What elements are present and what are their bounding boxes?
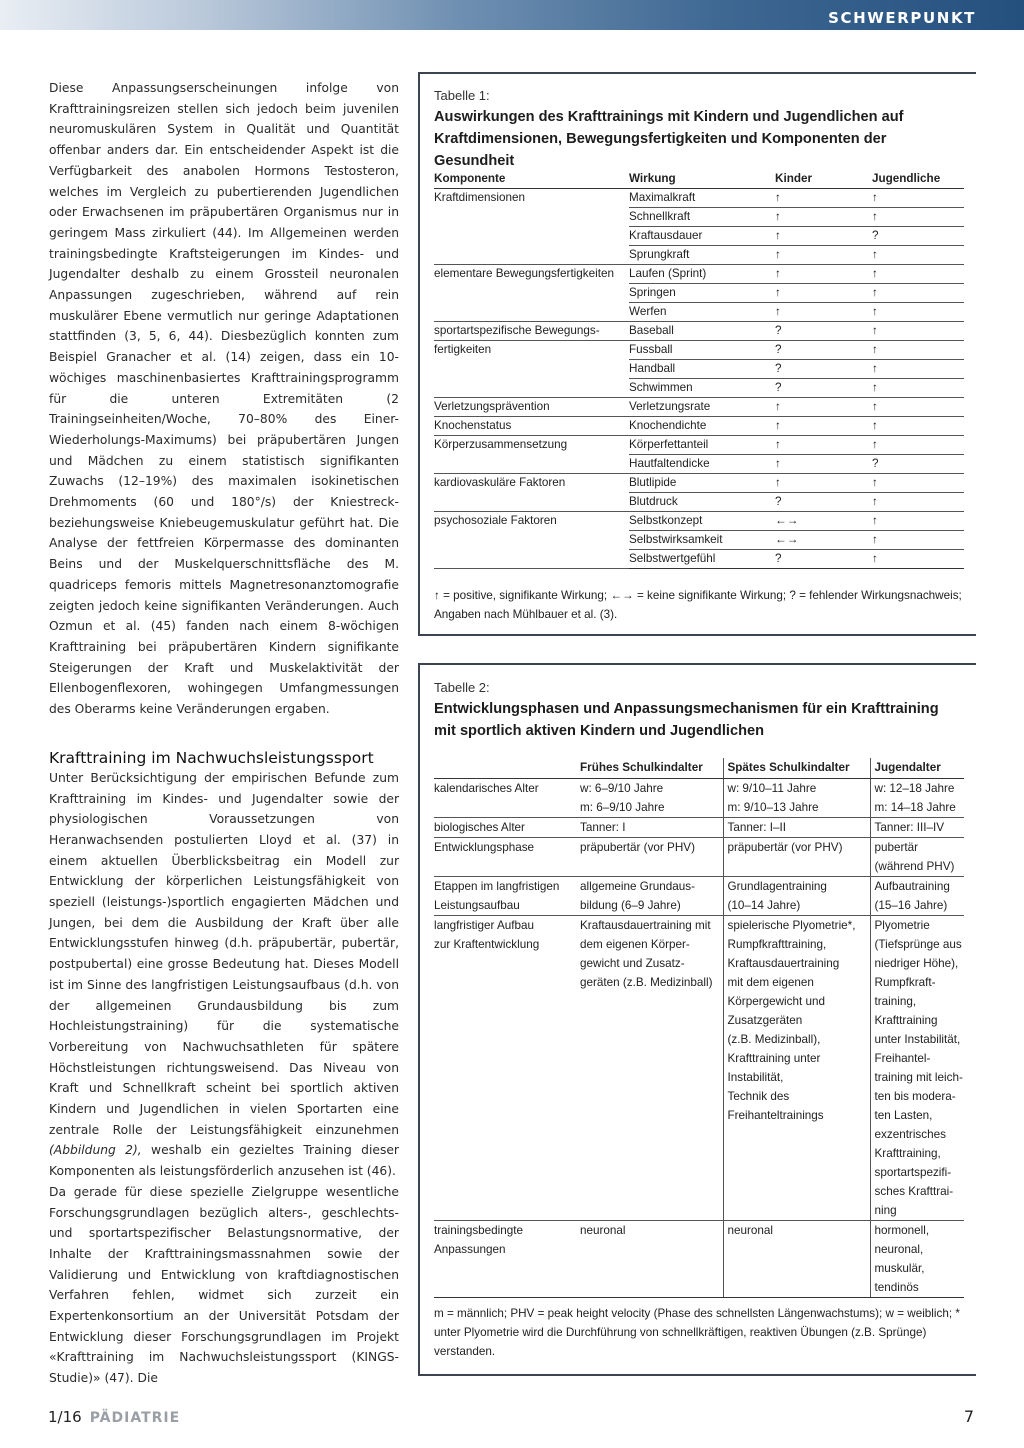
- table-cell: ↑: [872, 379, 964, 398]
- table-cell: ?: [775, 360, 872, 379]
- table-cell: ↑: [872, 493, 964, 512]
- table-row: [434, 550, 964, 569]
- phases-table: [434, 758, 964, 1298]
- cell-line: Leistungsaufbau: [434, 898, 520, 912]
- column-header: Frühes Schulkindalter: [576, 758, 723, 778]
- table-cell: Werfen: [629, 303, 775, 322]
- cell-line: Entwicklungsphase: [434, 840, 535, 854]
- table-cell: ↑: [775, 246, 872, 265]
- table-cell: ?: [775, 550, 872, 569]
- table-row: [434, 436, 964, 455]
- table-cell: [434, 531, 629, 550]
- cell-line: training mit leich-: [874, 1070, 963, 1084]
- table-row: [434, 417, 964, 436]
- table-cell: [434, 1220, 576, 1297]
- table-cell: [434, 303, 629, 322]
- table-cell: ?: [775, 379, 872, 398]
- paragraph: Diese Anpassungserscheinungen infolge von Krafttrainingsreizen stellen sich jedoch beim juvenilen neuromuskulären System in Qualität und Quantität offenbar anders dar. Ein entscheidender Aspekt ist die Verfügbarkeit des anabolen Hormons Testosteron, welches im Vergleich zu pubertierenden Jugendlichen oder Erwachsenen im präpubertären Organismus nur in geringem Mass zirkuliert (44). Im Allgemeinen werden trainingsbedingte Kraftsteigerungen im Kindes- und Jugendalter deshalb zu einem Grossteil neuronalen Anpassungen zugeschrieben, während auf rein muskulärer Ebene vermutlich nur geringe Adaptationen stattfinden (3, 5, 6, 44). Diesbezüglich konnten zum Beispiel Granacher et al. (14) zeigen, dass ein 10-wöchiges maschinenbasiertes Krafttrainingsprogramm für die unteren Extremitäten (2 Trainingseinheiten/Woche, 70–80% des Einer-Wiederholungs-Maximums) bei präpubertären Jungen und Mädchen zu einem statistisch signifikanten Zuwachs (12–19%) des maximalen isokinetischen Drehmoments (60 und 180°/s) der Kniestreck- beziehungsweise Kniebeugemuskulatur geführt hat. Die Analyse der fettfreien Körpermasse des dominanten Beins und der Muskelquerschnittsfläche des M. quadriceps femoris mittels Magnetresonanztomografie zeigten jedoch keine signifikanten Veränderungen. Auch Ozmun et al. (45) fanden nach einem 8-wöchigen Krafttraining bei präpubertären Kindern signifikante Steigerungen der Kraft und Muskelaktivität der Ellenbogenflexoren, wohingegen Umfangmessungen des Oberarms keine Veränderungen ergaben.: [49, 81, 399, 717]
- cell-line: Krafttraining,: [874, 1146, 941, 1160]
- cell-line: w: 9/10–11 Jahre: [727, 781, 817, 795]
- table-row: [434, 341, 964, 360]
- table-cell: ↑: [872, 208, 964, 227]
- table-row: [434, 837, 964, 876]
- table-row: [434, 915, 964, 1220]
- table-row: [434, 512, 964, 531]
- table-cell: ↑: [775, 303, 872, 322]
- table-cell: ↑: [872, 341, 964, 360]
- table-cell: [434, 379, 629, 398]
- table-row: [434, 189, 964, 208]
- table-row: [434, 227, 964, 246]
- table-cell: [434, 778, 576, 817]
- table-cell: [723, 1220, 870, 1297]
- cell-line: hormonell,: [874, 1223, 930, 1237]
- table-cell: ↑: [872, 246, 964, 265]
- table-cell: fertigkeiten: [434, 343, 492, 356]
- table-cell: Maximalkraft: [629, 189, 775, 208]
- table-cell: Selbstkonzept: [629, 512, 775, 531]
- table-cell: [576, 915, 723, 1220]
- table-cell: [723, 915, 870, 1220]
- cell-line: neuronal: [727, 1223, 773, 1237]
- footer-issue: 1/16 PÄDIATRIE: [48, 1408, 181, 1426]
- cell-line: Anpassungen: [434, 1242, 506, 1256]
- cell-line: (z.B. Medizinball),: [727, 1032, 821, 1046]
- table-cell: [434, 246, 629, 265]
- cell-line: m: 9/10–13 Jahre: [727, 800, 819, 814]
- header-band: [0, 0, 1024, 30]
- cell-line: ten Lasten,: [874, 1108, 933, 1122]
- table-cell: ?: [775, 493, 872, 512]
- cell-line: ten bis modera-: [874, 1089, 956, 1103]
- table-cell: ↑: [872, 531, 964, 550]
- table-cell: Körperzusammensetzung: [434, 438, 568, 451]
- cell-line: Krafttraining unter: [727, 1051, 821, 1065]
- table-cell: [723, 817, 870, 837]
- table-cell: [434, 493, 629, 512]
- cell-line: (15–16 Jahre): [874, 898, 948, 912]
- table-title: Entwicklungsphasen und Anpassungsmechanismen für ein Krafttraining mit sportlich aktiven Kindern und Jugendlichen: [434, 701, 939, 739]
- table-legend: ↑ = positive, signifikante Wirkung; ←→ = keine signifikante Wirkung; ? = fehlender Wirkungsnachweis; Angaben nach Mühlbauer et al. (3).: [434, 589, 962, 621]
- table-cell: Blutdruck: [629, 493, 775, 512]
- paragraph: Unter Berücksichtigung der empirischen Befunde zum Krafttraining im Kindes- und Jugendalter sowie der physiologischen Voraussetzungen von Heranwachsenden postulierten Lloyd et al. (37) in einem aktuellen Überblicksbeitrag ein Modell zur Entwicklung der körperlichen Leistungsfähigkeit von speziell (leistungs-)sportlich engagierten Mädchen und Jungen, bei dem die Ausbildung der Kraft über alle Entwicklungsstufen hinweg (d.h. präpubertär, pubertär, postpubertal) eine grosse Bedeutung hat. Dieses Modell ist im Sinne des langfristigen Leistungsaufbaus (d.h. von der allgemeinen Grundausbildung bis zum Hochleistungstraining) für die systematische Vorbereitung von Nachwuchsathleten für spätere Höchstleistungen richtungsweisend. Das Niveau von Kraft und Schnellkraft scheint bei sportlich aktiven Kindern und Jugendlichen in vielen Sportarten eine zentrale Rolle der Leistungsfähigkeit einzunehmen (Abbildung 2), weshalb ein gezieltes Training dieser Komponenten als leistungsförderlich anzusehen ist (46).: [49, 770, 399, 1179]
- cell-line: zur Kraftentwicklung: [434, 937, 540, 951]
- column-header: Wirkung: [629, 169, 775, 189]
- table-cell: ←→: [775, 512, 872, 531]
- cell-line: Zusatzgeräten: [727, 1013, 803, 1027]
- table-2-box: [418, 663, 976, 1376]
- cell-line: präpubertär (vor PHV): [727, 840, 843, 854]
- cell-line: unter Instabilität,: [874, 1032, 961, 1046]
- table-cell: ↑: [872, 322, 964, 341]
- table-cell: elementare Bewegungsfertigkeiten: [434, 267, 614, 280]
- table-cell: ↑: [775, 474, 872, 493]
- table-cell: ↑: [775, 417, 872, 436]
- table-cell: ↑: [872, 512, 964, 531]
- table-cell: ↑: [872, 189, 964, 208]
- table-cell: [723, 778, 870, 817]
- table-cell: ↑: [775, 227, 872, 246]
- cell-line: Instabilität,: [727, 1070, 784, 1084]
- table-cell: Selbstwirksamkeit: [629, 531, 775, 550]
- figure-reference: (Abbildung 2),: [49, 1143, 142, 1158]
- article-body: [49, 78, 399, 1389]
- table-row: [434, 876, 964, 915]
- table-row: [434, 1220, 964, 1297]
- table-cell: [434, 284, 629, 303]
- cell-line: Tanner: I–II: [727, 820, 786, 834]
- cell-line: Aufbautraining: [874, 879, 950, 893]
- table-cell: Selbstwertgefühl: [629, 550, 775, 569]
- cell-line: Rumpfkraft-: [874, 975, 936, 989]
- table-cell: ?: [775, 322, 872, 341]
- cell-line: pubertär: [874, 840, 919, 854]
- cell-line: mit dem eigenen: [727, 975, 814, 989]
- table-cell: [870, 1220, 964, 1297]
- table-cell: [576, 837, 723, 876]
- table-cell: ↑: [775, 208, 872, 227]
- cell-line: (Tiefsprünge aus: [874, 937, 962, 951]
- column-header: Jugendliche: [872, 169, 964, 189]
- cell-line: sches Krafttrai-: [874, 1184, 954, 1198]
- cell-line: Körpergewicht und: [727, 994, 825, 1008]
- table-cell: [870, 876, 964, 915]
- cell-line: w: 6–9/10 Jahre: [580, 781, 664, 795]
- table-cell: ↑: [872, 436, 964, 455]
- table-cell: Kraftdimensionen: [434, 191, 525, 204]
- table-cell: Kraftausdauer: [629, 227, 775, 246]
- table-row: [434, 322, 964, 341]
- table-cell: [434, 876, 576, 915]
- cell-line: kalendarisches Alter: [434, 781, 539, 795]
- table-row: [434, 284, 964, 303]
- table-row: [434, 493, 964, 512]
- table-cell: [576, 1220, 723, 1297]
- table-cell: psychosoziale Faktoren: [434, 514, 557, 527]
- column-header: Jugendalter: [870, 758, 964, 778]
- table-cell: Hautfaltendicke: [629, 455, 775, 474]
- cell-line: niedriger Höhe),: [874, 956, 959, 970]
- cell-line: Kraftausdauertraining: [727, 956, 840, 970]
- section-title: SCHWERPUNKT: [828, 9, 976, 27]
- cell-line: Rumpfkrafttraining,: [727, 937, 827, 951]
- table-cell: ↑: [775, 265, 872, 284]
- table-cell: [434, 550, 629, 569]
- page-number: 7: [963, 1407, 974, 1426]
- table-cell: ↑: [775, 189, 872, 208]
- table-cell: [870, 915, 964, 1220]
- cell-line: neuronal: [580, 1223, 626, 1237]
- table-cell: kardiovaskuläre Faktoren: [434, 476, 566, 489]
- table-cell: [434, 227, 629, 246]
- cell-line: Tanner: I: [580, 820, 626, 834]
- table-cell: Knochenstatus: [434, 417, 629, 436]
- table-cell: Knochendichte: [629, 417, 775, 436]
- cell-line: w: 12–18 Jahre: [874, 781, 955, 795]
- table-cell: Schwimmen: [629, 379, 775, 398]
- cell-line: Krafttraining: [874, 1013, 938, 1027]
- table-cell: ↑: [872, 417, 964, 436]
- table-cell: Handball: [629, 360, 775, 379]
- cell-line: spielerische Plyometrie*,: [727, 918, 856, 932]
- table-cell: [434, 455, 629, 474]
- table-cell: [723, 876, 870, 915]
- table-cell: ↑: [775, 455, 872, 474]
- table-cell: [576, 817, 723, 837]
- cell-line: neuronal,: [874, 1242, 924, 1256]
- table-row: [434, 379, 964, 398]
- table-row: [434, 778, 964, 817]
- table-row: [434, 208, 964, 227]
- table-cell: sportartspezifische Bewegungs-: [434, 322, 629, 341]
- cell-line: m: 6–9/10 Jahre: [580, 800, 665, 814]
- table-row: [434, 265, 964, 284]
- table-cell: Blutlipide: [629, 474, 775, 493]
- cell-line: Tanner: III–IV: [874, 820, 945, 834]
- table-cell: ↑: [775, 436, 872, 455]
- cell-line: präpubertär (vor PHV): [580, 840, 695, 854]
- table-1-box: [418, 72, 976, 636]
- cell-line: ning: [874, 1203, 897, 1217]
- table-cell: ↑: [872, 360, 964, 379]
- column-header: Kinder: [775, 169, 872, 189]
- table-cell: ↑: [872, 398, 964, 417]
- table-cell: [870, 778, 964, 817]
- table-cell: Laufen (Sprint): [629, 265, 775, 284]
- table-cell: ←→: [775, 531, 872, 550]
- table-cell: ↑: [872, 474, 964, 493]
- table-cell: ?: [775, 341, 872, 360]
- table-cell: Baseball: [629, 322, 775, 341]
- table-cell: Verletzungsprävention: [434, 398, 629, 417]
- table-cell: ↑: [872, 303, 964, 322]
- table-row: [434, 246, 964, 265]
- table-cell: Verletzungsrate: [629, 398, 775, 417]
- table-cell: ?: [872, 227, 964, 246]
- cell-line: (10–14 Jahre): [727, 898, 801, 912]
- section-heading: Krafttraining im Nachwuchsleistungssport: [49, 748, 374, 767]
- cell-line: exzentrisches: [874, 1127, 946, 1141]
- cell-line: sportartspezifi-: [874, 1165, 952, 1179]
- table-cell: [870, 817, 964, 837]
- table-cell: ↑: [872, 265, 964, 284]
- column-header: Spätes Schulkindalter: [723, 758, 870, 778]
- magazine-name: PÄDIATRIE: [89, 1410, 181, 1426]
- cell-line: biologisches Alter: [434, 820, 525, 834]
- effects-table: [434, 169, 964, 569]
- table-row: [434, 474, 964, 493]
- table-row: [434, 817, 964, 837]
- table-title: Auswirkungen des Krafttrainings mit Kindern und Jugendlichen auf Kraftdimensionen, Bewegungsfertigkeiten und Komponenten der Gesundheit: [434, 109, 904, 169]
- cell-line: bildung (6–9 Jahre): [580, 898, 681, 912]
- cell-line: m: 14–18 Jahre: [874, 800, 956, 814]
- table-cell: Sprungkraft: [629, 246, 775, 265]
- table-cell: [434, 360, 629, 379]
- cell-line: (während PHV): [874, 859, 955, 873]
- table-row: [434, 531, 964, 550]
- cell-line: Freihanteltrainings: [727, 1108, 824, 1122]
- table-cell: [434, 208, 629, 227]
- table-cell: Springen: [629, 284, 775, 303]
- table-legend: m = männlich; PHV = peak height velocity (Phase des schnellsten Längenwachstums); w = weiblich; * unter Plyometrie wird die Durchführung von schnellkräftigen, reaktiven Übungen (z.B. Sprünge) verstanden.: [434, 1307, 960, 1358]
- table-cell: ↑: [872, 550, 964, 569]
- cell-line: dem eigenen Körper-: [580, 937, 690, 951]
- paragraph: Da gerade für diese spezielle Zielgruppe wesentliche Forschungsgrundlagen bezüglich alters-, geschlechts- und sportartspezifischer Belastungsnormative, der Inhalte der Krafttrainingsmassnahmen sowie der Validierung und Entwicklung von kraftdiagnostischen Verfahren fehlen, widmet sich zurzeit ein Expertenkonsortium an der Universität Potsdam der Entwicklung dieser Forschungsgrundlagen im Projekt «Krafttraining im Nachwuchsleistungssport (KINGS-Studie)» (47). Die: [49, 1184, 399, 1386]
- cell-line: muskulär,: [874, 1261, 925, 1275]
- table-cell: Körperfettanteil: [629, 436, 775, 455]
- cell-line: langfristiger Aufbau: [434, 918, 535, 932]
- cell-line: trainingsbedingte: [434, 1223, 524, 1237]
- cell-line: Grundlagentraining: [727, 879, 827, 893]
- table-cell: ↑: [872, 284, 964, 303]
- table-row: [434, 455, 964, 474]
- table-cell: Fussball: [629, 341, 775, 360]
- table-label: Tabelle 2:: [434, 680, 490, 695]
- cell-line: allgemeine Grundaus-: [580, 879, 695, 893]
- table-cell: [434, 837, 576, 876]
- table-cell: [576, 876, 723, 915]
- table-label: Tabelle 1:: [434, 88, 490, 103]
- cell-line: Freihantel-: [874, 1051, 931, 1065]
- table-row: [434, 360, 964, 379]
- column-header: Komponente: [434, 169, 629, 189]
- table-cell: [723, 837, 870, 876]
- table-row: [434, 303, 964, 322]
- table-cell: [576, 778, 723, 817]
- column-header: [434, 758, 576, 778]
- cell-line: Plyometrie: [874, 918, 930, 932]
- table-cell: [870, 837, 964, 876]
- cell-line: training,: [874, 994, 917, 1008]
- cell-line: gewicht und Zusatz-: [580, 956, 685, 970]
- table-row: [434, 398, 964, 417]
- table-cell: ↑: [775, 398, 872, 417]
- table-cell: ?: [872, 455, 964, 474]
- table-cell: [434, 915, 576, 1220]
- cell-line: Etappen im langfristigen: [434, 879, 560, 893]
- table-cell: ↑: [775, 284, 872, 303]
- cell-line: geräten (z.B. Medizinball): [580, 975, 713, 989]
- cell-line: Kraftausdauertraining mit: [580, 918, 711, 932]
- table-cell: Schnellkraft: [629, 208, 775, 227]
- cell-line: tendinös: [874, 1280, 919, 1294]
- table-cell: [434, 817, 576, 837]
- cell-line: Technik des: [727, 1089, 790, 1103]
